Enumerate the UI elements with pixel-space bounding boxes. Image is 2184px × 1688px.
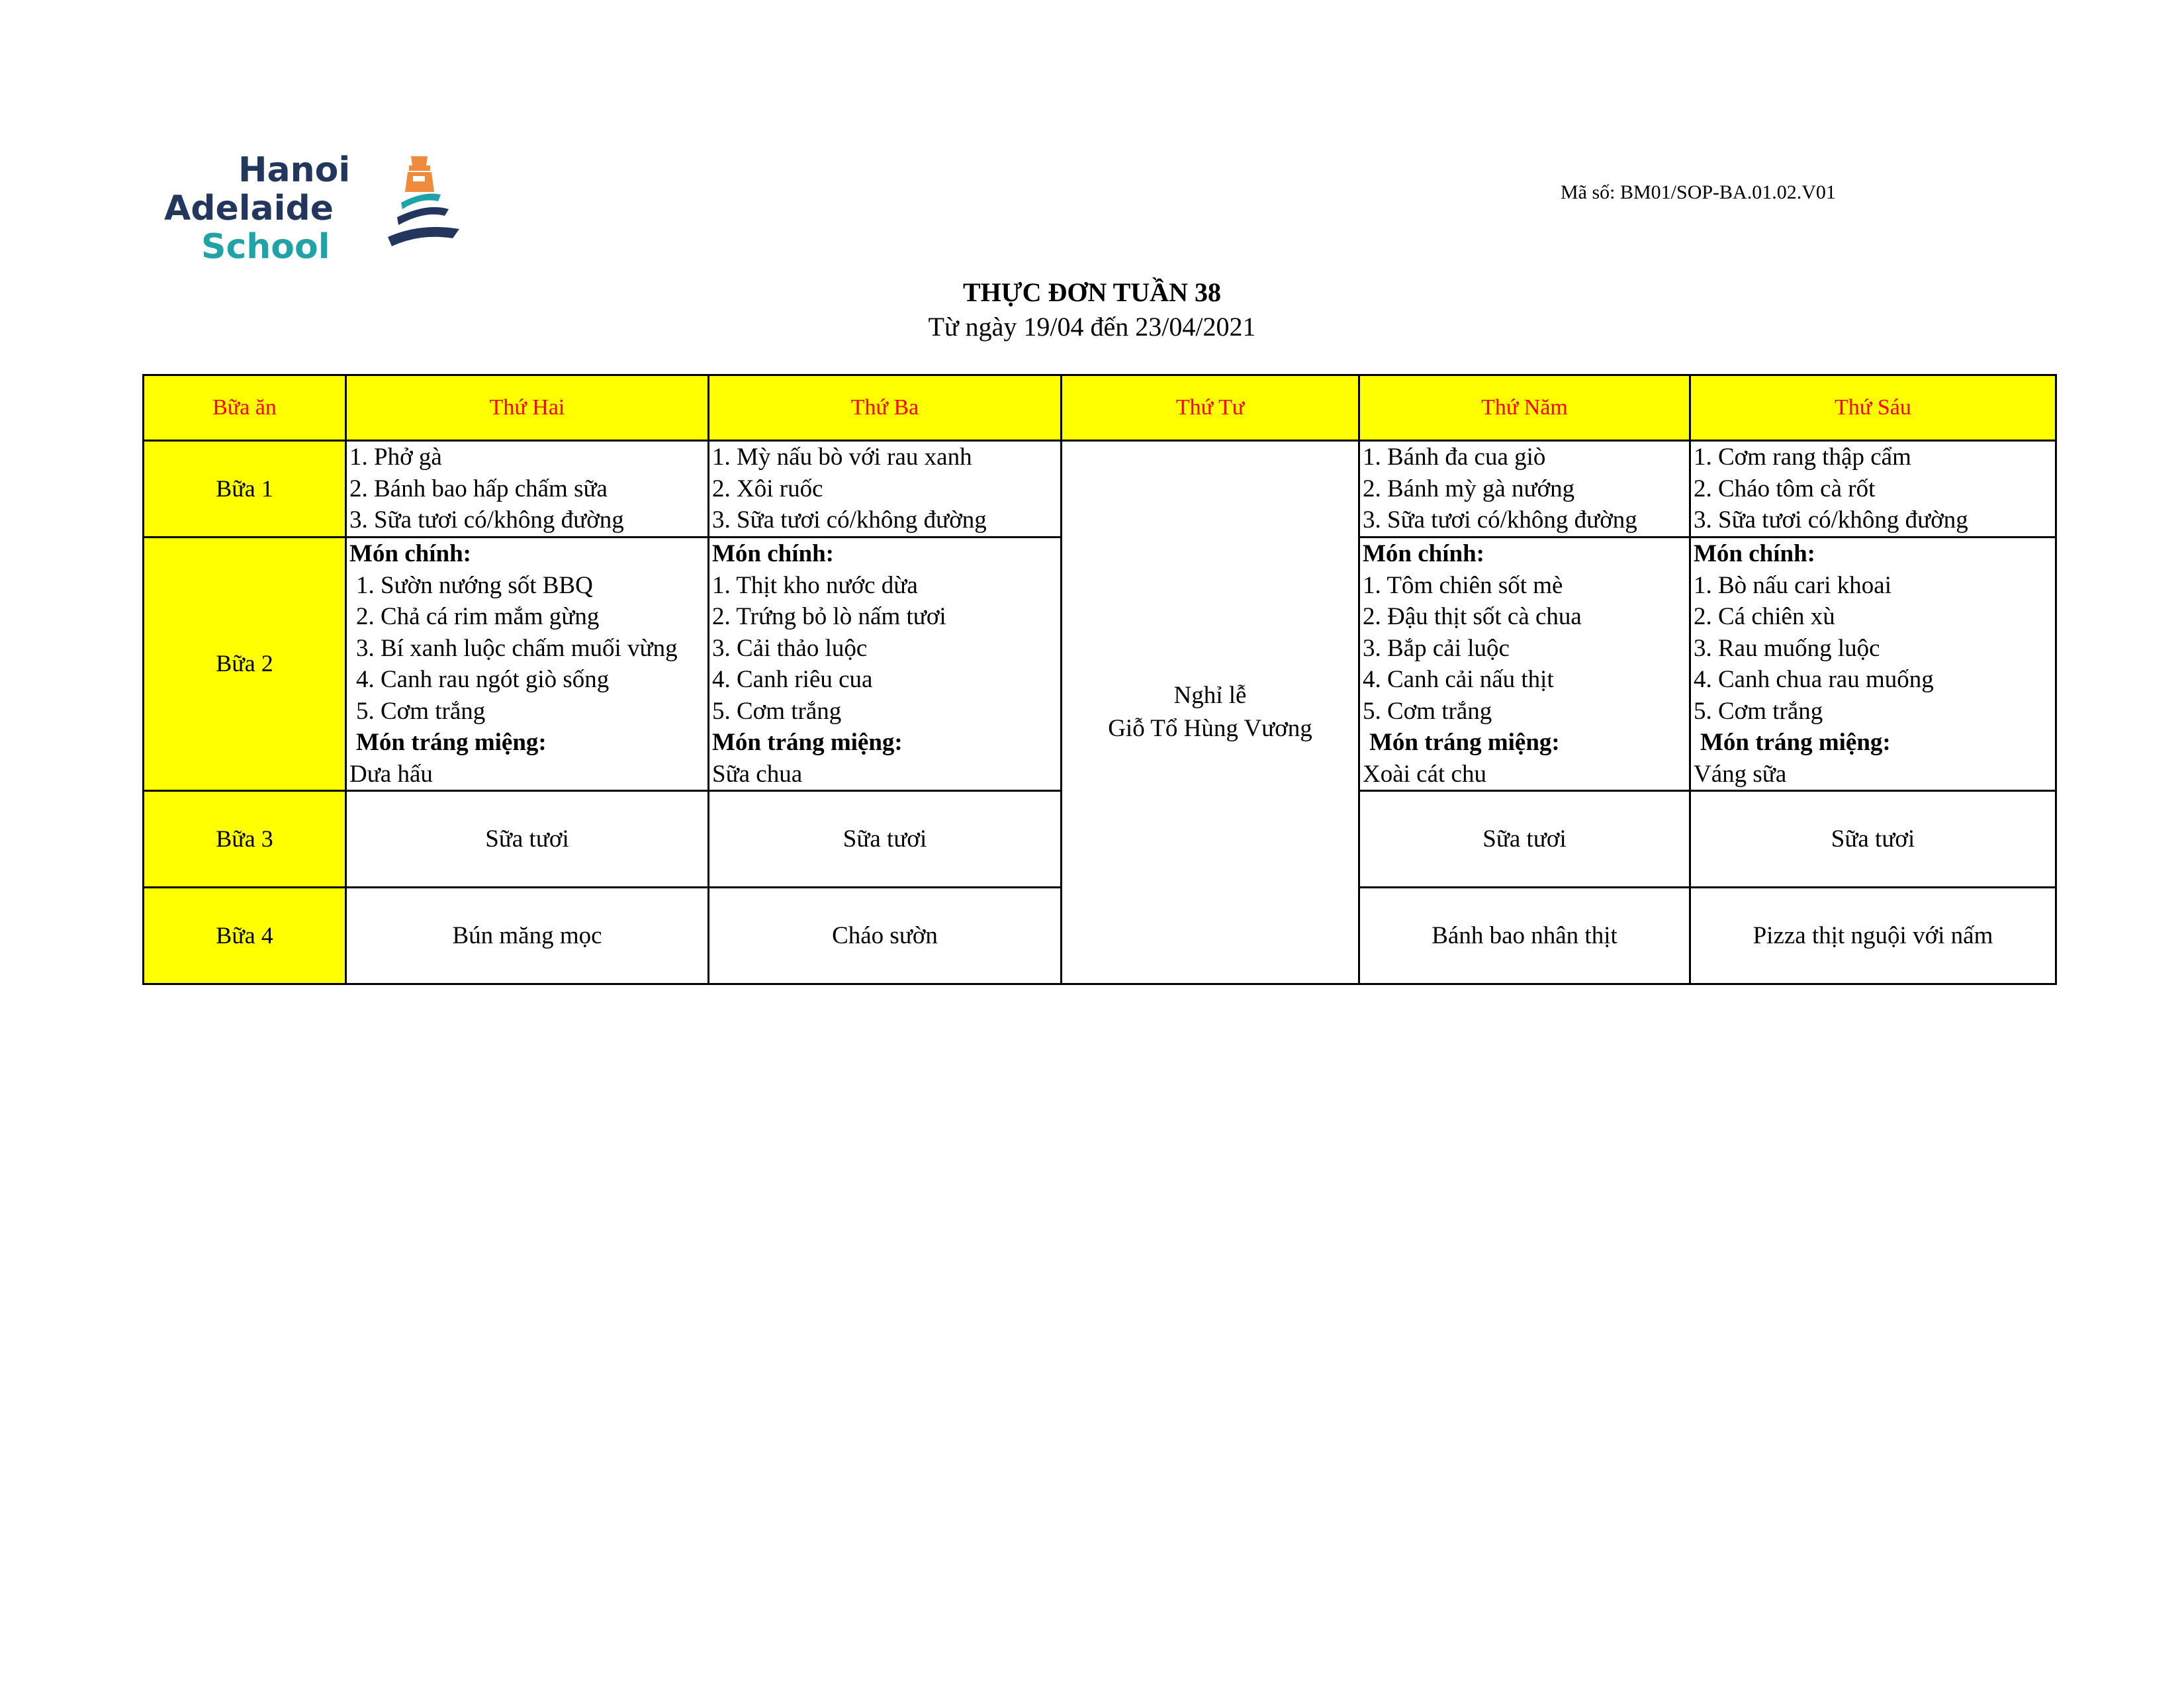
monday-bua-3: Sữa tươi — [346, 791, 709, 888]
dessert-item: Váng sữa — [1694, 760, 1787, 788]
page-title: THỰC ĐƠN TUẦN 38 — [962, 277, 1222, 307]
monday-bua-4: Bún măng mọc — [346, 888, 709, 984]
weekly-menu-table — [142, 374, 2057, 985]
list-item: 2. Cháo tôm cà rốt — [1694, 475, 1876, 502]
list-item: 1. Bò nấu cari khoai — [1694, 571, 1891, 599]
lighthouse-icon — [375, 151, 461, 250]
list-item: 2. Bánh bao hấp chấm sữa — [349, 475, 608, 502]
list-item: 1. Bánh đa cua giò — [1363, 444, 1546, 471]
dessert-label: Món tráng miệng: — [1700, 729, 1891, 756]
list-item: 1. Phở gà — [349, 444, 442, 471]
list-item: 3. Sữa tươi có/không đường — [349, 506, 624, 534]
header-meal: Bữa ăn — [144, 375, 346, 441]
list-item: 1. Mỳ nấu bò với rau xanh — [712, 444, 972, 471]
dessert-label: Món tráng miệng: — [712, 729, 903, 756]
dessert-item: Xoài cát chu — [1363, 760, 1486, 788]
tuesday-bua-1 — [709, 441, 1062, 538]
list-item: 5. Cơm trắng — [1694, 697, 1823, 725]
meal-label-2: Bữa 2 — [144, 538, 346, 791]
main-dish-label: Món chính: — [349, 540, 472, 567]
holiday-line-1: Nghỉ lễ — [1173, 682, 1247, 709]
monday-bua-2 — [346, 538, 709, 791]
thursday-bua-2 — [1359, 538, 1690, 791]
list-item: 3. Sữa tươi có/không đường — [1694, 506, 1968, 534]
list-item: 1. Tôm chiên sốt mè — [1363, 571, 1563, 599]
list-item: 4. Canh riêu cua — [712, 666, 873, 693]
header-wednesday: Thứ Tư — [1062, 375, 1359, 441]
table-header-row — [144, 375, 2056, 441]
list-item: 2. Xôi ruốc — [712, 475, 823, 502]
list-item: 3. Rau muống luộc — [1694, 634, 1880, 662]
list-item: 2. Chả cá rim mắm gừng — [356, 603, 600, 630]
list-item: 4. Canh cải nấu thịt — [1363, 666, 1554, 693]
logo-line-2: Adelaide — [164, 189, 334, 228]
list-item: 3. Bí xanh luộc chấm muối vừng — [356, 634, 678, 662]
main-dish-label: Món chính: — [1363, 540, 1485, 567]
friday-bua-4: Pizza thịt nguội với nấm — [1690, 888, 2056, 984]
list-item: 5. Cơm trắng — [712, 697, 842, 725]
header-monday: Thứ Hai — [346, 375, 709, 441]
list-item: 4. Canh chua rau muống — [1694, 666, 1934, 693]
friday-bua-1 — [1690, 441, 2056, 538]
wednesday-holiday-cell — [1062, 441, 1359, 984]
list-item: 4. Canh rau ngót giò sống — [356, 666, 610, 693]
thursday-bua-3: Sữa tươi — [1359, 791, 1690, 888]
document-code: Mã số: BM01/SOP-BA.01.02.V01 — [1561, 181, 1836, 203]
list-item: 1. Thịt kho nước dừa — [712, 571, 918, 599]
main-dish-label: Món chính: — [1694, 540, 1816, 567]
logo-line-3: School — [201, 227, 330, 267]
header-friday: Thứ Sáu — [1690, 375, 2056, 441]
list-item: 2. Trứng bỏ lò nấm tươi — [712, 603, 946, 630]
friday-bua-3: Sữa tươi — [1690, 791, 2056, 888]
meal-label-4: Bữa 4 — [144, 888, 346, 984]
thursday-bua-4: Bánh bao nhân thịt — [1359, 888, 1690, 984]
meal-label-1: Bữa 1 — [144, 441, 346, 538]
list-item: 5. Cơm trắng — [1363, 697, 1492, 725]
page-subtitle: Từ ngày 19/04 đến 23/04/2021 — [928, 312, 1256, 342]
meal-label-3: Bữa 3 — [144, 791, 346, 888]
logo-line-1: Hanoi — [238, 150, 351, 190]
school-logo — [164, 151, 469, 277]
header-thursday: Thứ Năm — [1359, 375, 1690, 441]
list-item: 5. Cơm trắng — [356, 697, 486, 725]
main-dish-label: Món chính: — [712, 540, 835, 567]
tuesday-bua-2 — [709, 538, 1062, 791]
list-item: 2. Cá chiên xù — [1694, 603, 1835, 630]
table-row-bua-1 — [144, 441, 2056, 538]
list-item: 3. Sữa tươi có/không đường — [1363, 506, 1637, 534]
list-item: 2. Đậu thịt sốt cà chua — [1363, 603, 1582, 630]
list-item: 3. Sữa tươi có/không đường — [712, 506, 987, 534]
list-item: 2. Bánh mỳ gà nướng — [1363, 475, 1575, 502]
list-item: 3. Cải thảo luộc — [712, 634, 868, 662]
monday-bua-1 — [346, 441, 709, 538]
holiday-line-2: Giỗ Tổ Hùng Vương — [1108, 715, 1312, 742]
dessert-item: Sữa chua — [712, 760, 803, 788]
list-item: 1. Cơm rang thập cẩm — [1694, 444, 1911, 471]
tuesday-bua-4: Cháo sườn — [709, 888, 1062, 984]
header-tuesday: Thứ Ba — [709, 375, 1062, 441]
list-item: 3. Bắp cải luộc — [1363, 634, 1510, 662]
logo-wordmark — [164, 151, 350, 266]
list-item: 1. Sườn nướng sốt BBQ — [356, 571, 593, 599]
dessert-label: Món tráng miệng: — [1369, 729, 1560, 756]
friday-bua-2 — [1690, 538, 2056, 791]
dessert-item: Dưa hấu — [349, 760, 433, 788]
thursday-bua-1 — [1359, 441, 1690, 538]
dessert-label: Món tráng miệng: — [356, 729, 547, 756]
tuesday-bua-3: Sữa tươi — [709, 791, 1062, 888]
